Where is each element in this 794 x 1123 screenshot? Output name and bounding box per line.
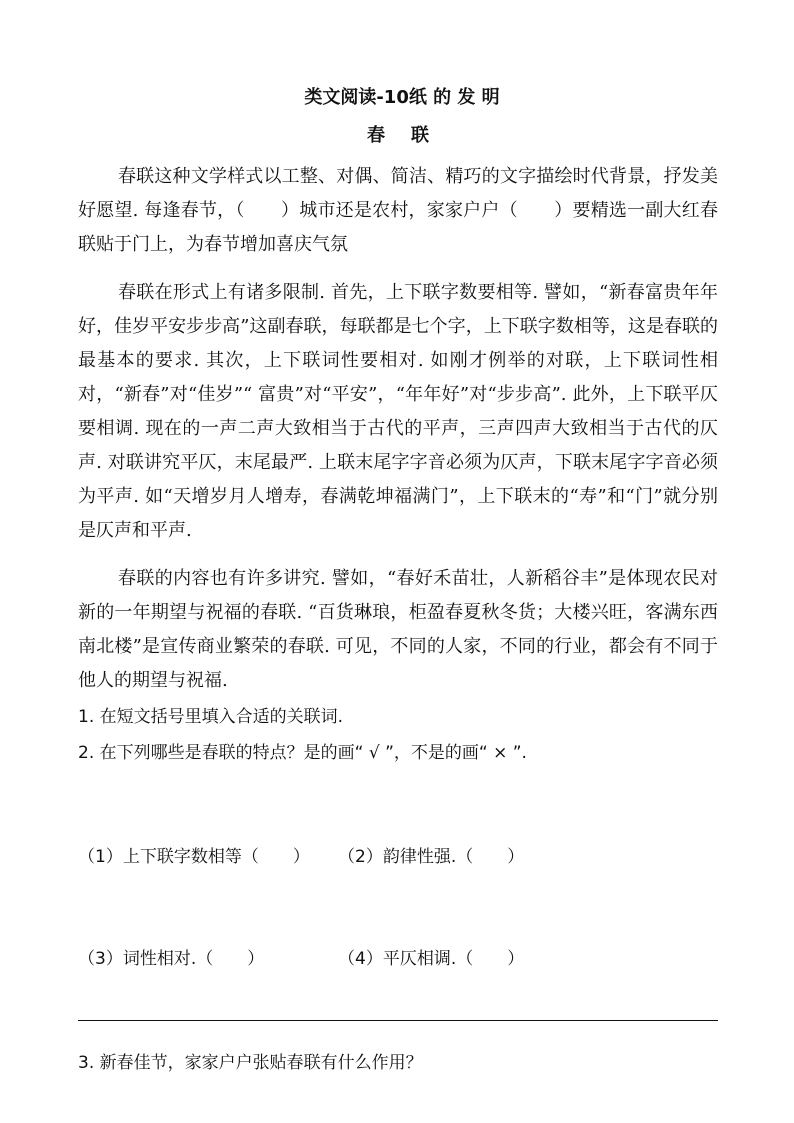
passage-paragraph-2: 春联在形式上有诸多限制. 首先，上下联字数要相等. 譬如，“新春富贵年年好，佳岁平安步步高”这副春联，每联都是七个字，上下联字数相等，这是春联的最基本的要求. 其次，上下联词性要相对. 如刚才例举的对联，上下联词性相对，“新春”对“佳岁”“ 富贵”对“平安”，“年年好”对“步步高”. 此外，上下联平仄要相调. 现在的一声二声大致相当于古代的平声，三声四声大致相当于古代的仄声. 对联讲究平仄，末尾最严. 上联末尾字字音必须为仄声，下联末尾字字音必须为平声. 如“天增岁月人增寿，春满乾坤福满门”，上下联末的“寿”和“门”就分别是仄声和平声.	[78, 282, 718, 541]
question-3: 3. 新春佳节，家家户户张贴春联有什么作用？	[78, 1053, 423, 1073]
options-row-2	[78, 942, 718, 976]
answer-line[interactable]	[78, 1020, 718, 1021]
passage-paragraph-3: 春联的内容也有许多讲究. 譬如，“春好禾苗壮，人新稻谷丰”是体现农民对新的一年期望与祝福的春联. “百货琳琅，柜盈春夏秋冬货；大楼兴旺，客满东西南北楼”是宣传商业繁荣的春联. 可见，不同的人家，不同的行业，都会有不同于他人的期望与祝福.	[78, 568, 718, 691]
option-4: （4）平仄相调.（ ）	[338, 949, 525, 969]
document-title: 类文阅读-10纸 的 发 明	[304, 87, 500, 108]
options-row-1	[78, 840, 718, 874]
option-1: （1）上下联字数相等（ ）	[78, 847, 310, 867]
document-page	[78, 84, 718, 1080]
option-2: （2）韵律性强.（ ）	[338, 847, 525, 867]
option-3: （3）词性相对.（ ）	[78, 949, 265, 969]
question-2: 2. 在下列哪些是春联的特点？是的画“ √ ”，不是的画“ × ”.	[78, 743, 527, 763]
passage-title: 春联	[367, 125, 455, 146]
passage-paragraph-1: 春联这种文学样式以工整、对偶、简洁、精巧的文字描绘时代背景，抒发美好愿望. 每逢春节，（ ）城市还是农村，家家户户（ ）要精选一副大红春联贴于门上，为春节增加喜庆气氛	[78, 166, 718, 255]
question-2-options	[78, 772, 718, 1044]
question-1: 1. 在短文括号里填入合适的关联词.	[78, 707, 344, 727]
